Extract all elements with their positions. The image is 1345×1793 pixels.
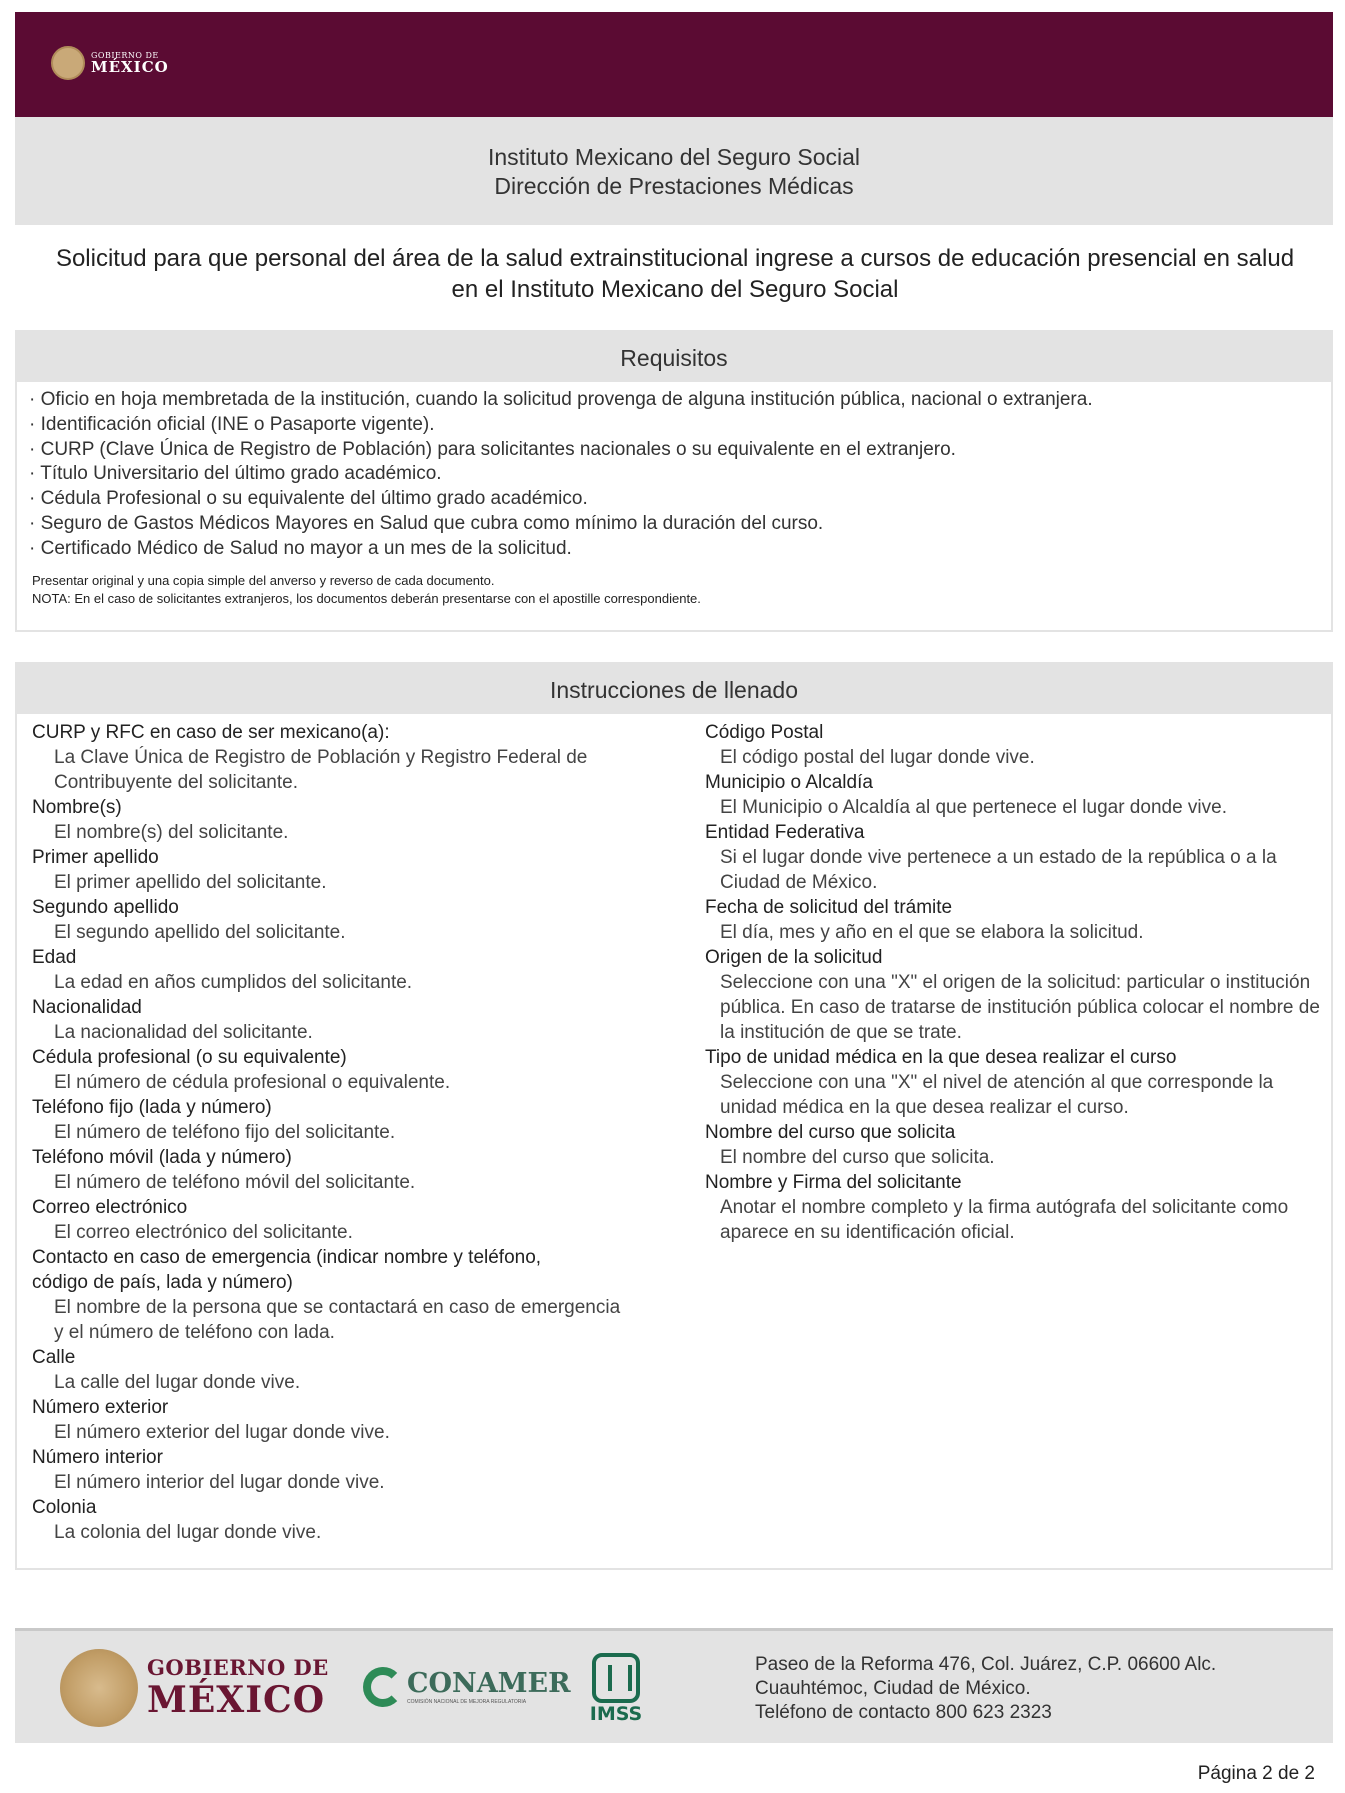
field-desc: El número de cédula profesional o equivalente. [54,1072,451,1093]
requisitos-list [17,382,1331,562]
phone-line: Teléfono de contacto 800 623 2323 [755,1702,1052,1723]
field-desc: La colonia del lugar donde vive. [54,1522,322,1543]
field-desc: El número interior del lugar donde vive. [54,1472,385,1493]
field-desc: La calle del lugar donde vive. [54,1372,301,1393]
field-term: Segundo apellido [32,897,179,918]
field-desc: Seleccione con una "X" el nivel de atención al que corresponde la unidad médica en la que desea realizar el curso. [720,1072,1274,1118]
field-term: Nombre del curso que solicita [705,1122,956,1143]
field-term: Teléfono fijo (lada y número) [32,1097,272,1118]
field-term: Número exterior [32,1397,169,1418]
list-item: · Título Universitario del último grado académico. [29,462,1331,487]
address-line: Cuauhtémoc, Ciudad de México. [755,1678,1031,1699]
contact-address [755,1653,1216,1725]
conamer-logo [363,1667,571,1707]
institution-header [15,117,1333,225]
list-item: · Seguro de Gastos Médicos Mayores en Salud que cubra como mínimo la duración del curso. [29,512,1331,537]
footer [15,1628,1333,1743]
field-term: Correo electrónico [32,1197,188,1218]
imss-label: IMSS [589,1703,643,1725]
field-term: Cédula profesional (o su equivalente) [32,1047,347,1068]
field-desc: El nombre del curso que solicita. [720,1147,995,1168]
field-term: Calle [32,1347,76,1368]
field-term: Teléfono móvil (lada y número) [32,1147,292,1168]
note-copies: Presentar original y una copia simple del anverso y reverso de cada documento. [32,572,495,588]
address-line: Paseo de la Reforma 476, Col. Juárez, C.P. 06600 Alc. [755,1654,1217,1675]
gobierno-logo [51,46,169,80]
field-desc: Seleccione con una "X" el origen de la solicitud: particular o institución pública. En caso de tratarse de institución pública colocar el nombre de la institución de que se trate. [720,972,1320,1043]
field-desc: El número de teléfono fijo del solicitante. [54,1122,396,1143]
logo-line2: MÉXICO [91,57,169,76]
field-desc: El primer apellido del solicitante. [54,872,327,893]
department-name: Dirección de Prestaciones Médicas [494,173,854,199]
field-desc: El segundo apellido del solicitante. [54,922,346,943]
instrucciones-left-column [32,720,705,1545]
field-desc: La edad en años cumplidos del solicitante. [54,972,413,993]
field-desc: Si el lugar donde vive pertenece a un estado de la república o a la Ciudad de México. [720,847,1277,893]
field-desc: El código postal del lugar donde vive. [720,747,1035,768]
field-term: Código Postal [705,722,824,743]
instrucciones-right-column [705,720,1325,1545]
list-item: · Identificación oficial (INE o Pasaporte vigente). [29,413,1331,438]
field-desc: El nombre(s) del solicitante. [54,822,289,843]
list-item: · Certificado Médico de Salud no mayor a un mes de la solicitud. [29,537,1331,562]
conamer-subtitle: COMISIÓN NACIONAL DE MEJORA REGULATORIA [407,1698,527,1705]
field-term: Entidad Federativa [705,822,865,843]
field-term: Municipio o Alcaldía [705,772,873,793]
conamer-mark-icon [363,1667,403,1707]
field-term: Tipo de unidad médica en la que desea realizar el curso [705,1047,1177,1068]
requisitos-title: Requisitos [17,332,1331,382]
field-term: Primer apellido [32,847,159,868]
field-term: Edad [32,947,77,968]
field-term: Nombre y Firma del solicitante [705,1172,962,1193]
list-item: · Cédula Profesional o su equivalente del último grado académico. [29,487,1331,512]
field-desc: El día, mes y año en el que se elabora la solicitud. [720,922,1144,943]
instrucciones-title: Instrucciones de llenado [17,664,1331,714]
national-seal-icon [60,1649,138,1727]
field-term: Contacto en caso de emergencia (indicar nombre y teléfono, código de país, lada y número) [32,1247,542,1293]
institution-name: Instituto Mexicano del Seguro Social [487,144,861,170]
field-desc: El número de teléfono móvil del solicitante. [54,1172,416,1193]
field-desc: El número exterior del lugar donde vive. [54,1422,390,1443]
logo-line1: GOBIERNO DE [91,50,159,60]
field-term: Nombre(s) [32,797,122,818]
instrucciones-section [15,662,1333,1570]
list-item: · Oficio en hoja membretada de la institución, cuando la solicitud provenga de alguna institución pública, nacional o extranjera. [29,388,1331,413]
imss-logo [588,1653,644,1725]
field-desc: El Municipio o Alcaldía al que pertenece el lugar donde vive. [720,797,1227,818]
field-desc: Anotar el nombre completo y la firma autógrafa del solicitante como aparece en su identificación oficial. [720,1197,1289,1243]
field-term: Fecha de solicitud del trámite [705,897,953,918]
gobierno-de-mexico-logo [147,1655,329,1721]
form-title: Solicitud para que personal del área de la salud extrainstitucional ingrese a cursos de educación presencial en salud en el Instituto Mexicano del Seguro Social [55,245,1295,303]
field-desc: La Clave Única de Registro de Población y Registro Federal de Contribuyente del solicitante. [54,747,588,793]
field-desc: El nombre de la persona que se contactará en caso de emergencia y el número de teléfono con lada. [54,1297,621,1343]
list-item: · CURP (Clave Única de Registro de Población) para solicitantes nacionales o su equivalente en el extranjero. [29,438,1331,463]
gob-logo-line2: MÉXICO [147,1679,326,1721]
seal-icon [51,46,85,80]
page-number: Página 2 de 2 [1197,1763,1315,1784]
field-term: Colonia [32,1497,97,1518]
field-desc: El correo electrónico del solicitante. [54,1222,353,1243]
gob-logo-line1: GOBIERNO DE [147,1655,329,1680]
conamer-name: CONAMER [407,1667,571,1699]
requisitos-notes [17,562,1331,608]
field-term: Nacionalidad [32,997,142,1018]
requisitos-section [15,330,1333,632]
field-term: Número interior [32,1447,163,1468]
field-term: Origen de la solicitud [705,947,883,968]
note-foreign: NOTA: En el caso de solicitantes extranjeros, los documentos deberán presentarse con el apostille correspondiente. [32,590,701,606]
field-desc: La nacionalidad del solicitante. [54,1022,313,1043]
imss-mark-icon [592,1653,640,1703]
header-bar [15,12,1333,117]
field-term: CURP y RFC en caso de ser mexicano(a): [32,722,390,743]
